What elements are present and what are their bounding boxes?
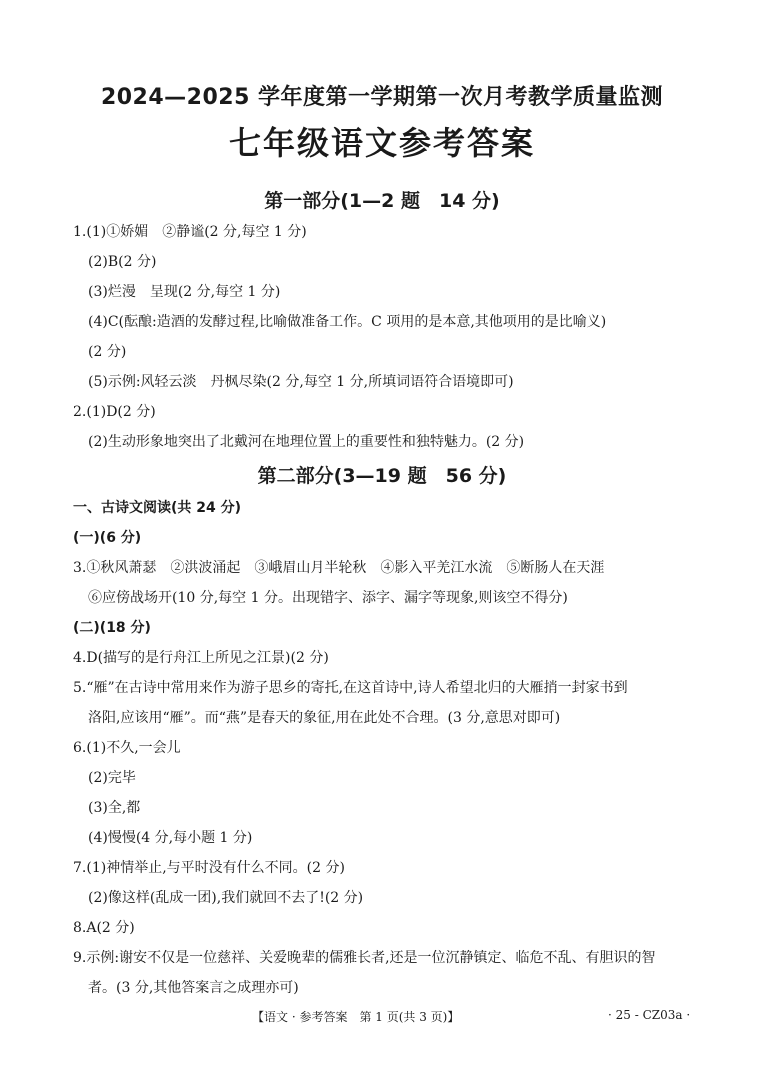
answer-line: (5)示例:风轻云淡 丹枫尽染(2 分,每空 1 分,所填词语符合语境即可) <box>88 374 514 390</box>
answer-line: 4.D(描写的是行舟江上所见之江景)(2 分) <box>73 650 329 666</box>
answer-key-title: 七年级语文参考答案 <box>228 124 535 162</box>
answer-line: (3)全,都 <box>88 800 141 816</box>
answer-line: 7.(1)神情举止,与平时没有什么不同。(2 分) <box>73 860 345 876</box>
answer-line: 2.(1)D(2 分) <box>73 404 156 420</box>
answer-line: 5.“雁”在古诗中常用来作为游子思乡的寄托,在这首诗中,诗人希望北归的大雁捎一封家书到 <box>73 680 628 696</box>
answer-line: 者。(3 分,其他答案言之成理亦可) <box>88 980 299 996</box>
answer-line: (2 分) <box>88 344 127 360</box>
answer-line: (2)完毕 <box>88 770 136 786</box>
answer-line: 6.(1)不久,一会儿 <box>73 740 181 756</box>
answer-line: (4)慢慢(4 分,每小题 1 分) <box>88 830 253 846</box>
answer-line: 9.示例:谢安不仅是一位慈祥、关爱晚辈的儒雅长者,还是一位沉静镇定、临危不乱、有胆识的智 <box>73 950 656 966</box>
exam-title: 2024—2025 学年度第一学期第一次月考教学质量监测 <box>100 85 664 110</box>
footer-page-info: 【语文 · 参考答案 第 1 页(共 3 页)】 <box>252 1010 460 1024</box>
subsection-heading: (一)(6 分) <box>73 530 142 546</box>
answer-line: ⑥应傍战场开(10 分,每空 1 分。出现错字、添字、漏字等现象,则该空不得分) <box>88 590 568 606</box>
subsection-heading: (二)(18 分) <box>73 620 151 636</box>
footer-code: · 25 - CZ03a · <box>608 1008 691 1022</box>
answer-line: (3)烂漫 呈现(2 分,每空 1 分) <box>88 284 281 300</box>
answer-line: 8.A(2 分) <box>73 920 135 936</box>
part1-heading: 第一部分(1—2 题 14 分) <box>264 190 500 212</box>
part2-heading: 第二部分(3—19 题 56 分) <box>257 465 507 487</box>
answer-line: (2)B(2 分) <box>88 254 157 270</box>
answer-line: (2)像这样(乱成一团),我们就回不去了!(2 分) <box>88 890 364 906</box>
answer-line: (2)生动形象地突出了北戴河在地理位置上的重要性和独特魅力。(2 分) <box>88 434 525 450</box>
answer-line: 洛阳,应该用“雁”。而“燕”是春天的象征,用在此处不合理。(3 分,意思对即可) <box>88 710 561 726</box>
subsection-heading: 一、古诗文阅读(共 24 分) <box>73 500 242 516</box>
answer-line: (4)C(酝酿:造酒的发酵过程,比喻做准备工作。C 项用的是本意,其他项用的是比喻义) <box>88 314 607 330</box>
answer-line: 1.(1)①娇媚 ②静谧(2 分,每空 1 分) <box>73 224 307 240</box>
answer-line: 3.①秋风萧瑟 ②洪波涌起 ③峨眉山月半轮秋 ④影入平羌江水流 ⑤断肠人在天涯 <box>73 560 605 576</box>
